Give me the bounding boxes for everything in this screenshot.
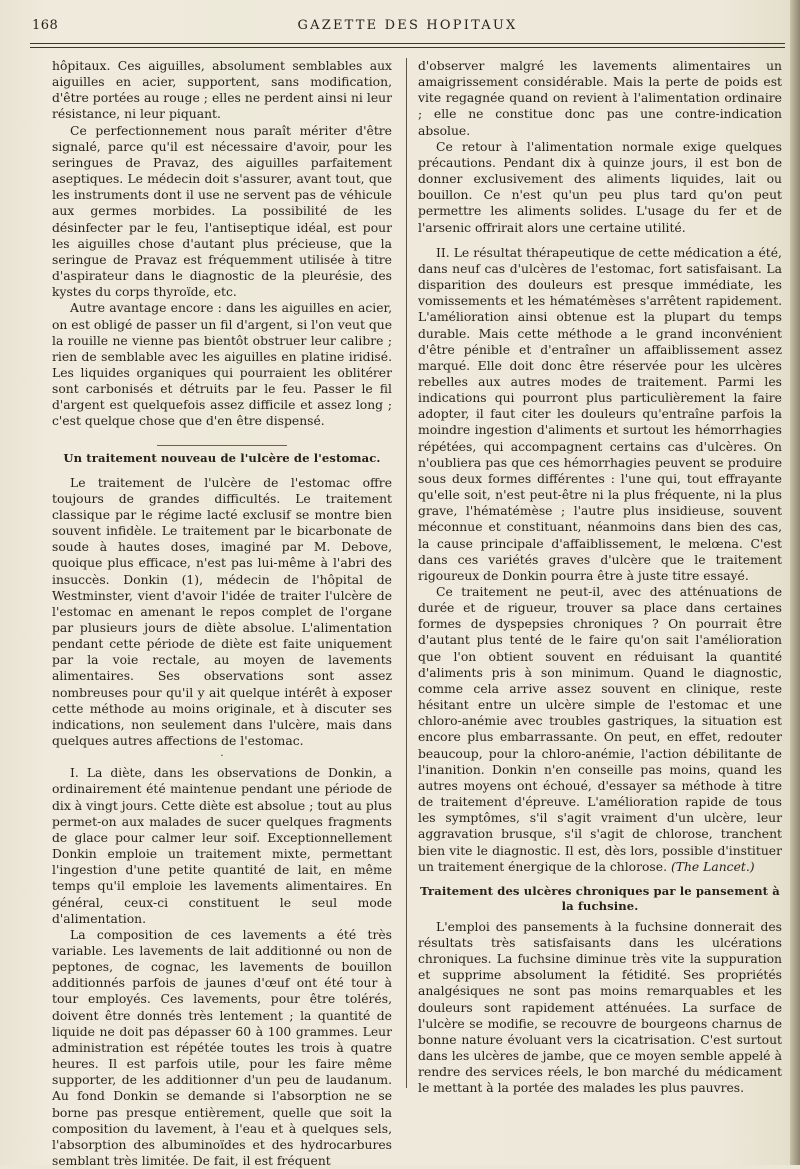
spacer bbox=[52, 466, 392, 475]
left-column bbox=[52, 58, 392, 1169]
spacer bbox=[418, 875, 782, 884]
paragraph: Ce retour à l'alimentation normale exige quelques précautions. Pendant dix à quinze jours, il est bon de donner exclusivement des aliments liquides, lait ou bouillon. Ce n'est qu'un peu plus tard qu'on peut permettre les aliments solides. L'usage du fer et de l'arsenic offrirait alors une certaine utilité. bbox=[418, 139, 782, 235]
column-divider bbox=[406, 58, 407, 1088]
header-rule-thin bbox=[30, 47, 785, 48]
right-column bbox=[418, 58, 782, 1097]
paragraph: L'emploi des pansements à la fuchsine donnerait des résultats très satisfaisants dans les ulcérations chroniques. La fuchsine diminue très vite la suppuration et supprime absolument la fétidité. Ses propriétés analgésiques ne sont pas moins remarquables et les douleurs sont rapidement atténuées. La surface de l'ulcère se modifie, se recouvre de bourgeons charnus de bonne nature évoluant vers la cicatrisation. C'est surtout dans les ulcères de jambe, que ce moyen semble appelé à rendre des services réels, le bon marché du médicament le mettant à la portée des malades les plus pauvres. bbox=[418, 919, 782, 1096]
paragraph: La composition de ces lavements a été très variable. Les lavements de lait additionné ou non de peptones, de cognac, les lavements de bouillon additionnés parfois de jaunes d'œuf ont été tour à tour employés. Ces lavements, pour être tolérés, doivent être donnés très lentement ; la quantité de liquide ne doit pas dépasser 60 à 100 grammes. Leur administration est répétée toutes les trois à quatre heures. Il est parfois utile, pour les faire même supporter, de les additionner d'un peu de laudanum. Au fond Donkin se demande si l'absorption ne se borne pas presque entièrement, quelle que soit la composition du lavement, à l'eau et à quelques sels, l'absorption des albuminoïdes et des hydrocarbures semblant très limitée. De fait, il est fréquent bbox=[52, 927, 392, 1168]
section-heading-ulcere-estomac: Un traitement nouveau de l'ulcère de l'estomac. bbox=[63, 450, 381, 465]
ornament-dot: · bbox=[220, 751, 224, 763]
header-rule-thick bbox=[30, 43, 785, 44]
page-binding-edge bbox=[790, 0, 800, 1165]
spacer bbox=[418, 236, 782, 245]
running-title: GAZETTE DES HOPITAUX bbox=[297, 18, 518, 33]
paragraph: I. La diète, dans les observations de Donkin, a ordinairement été maintenue pendant une période de dix à vingt jours. Cette diète est absolue ; tout au plus permet-on aux malades de sucer quelques fragments de glace pour calmer leur soif. Exceptionnellement Donkin emploie un traitement mixte, permettant l'ingestion d'une petite quantité de lait, en même temps qu'il emploie les lavements alimentaires. En général, ceux-ci constituent le seul mode d'alimentation. bbox=[52, 766, 392, 926]
page-number: 168 bbox=[32, 18, 59, 33]
paragraph: hôpitaux. Ces aiguilles, absolument semblables aux aiguilles en acier, supportent, sans modification, d'être portées au rouge ; elles ne perdent ainsi ni leur résistance, ni leur piquant. bbox=[52, 59, 392, 122]
paragraph: Ce perfectionnement nous paraît mériter d'être signalé, parce qu'il est nécessaire d'avoir, pour les seringues de Pravaz, des aiguilles parfaitement aseptiques. Le médecin doit s'assurer, avant tout, que les instruments dont il use ne servent pas de véhicule aux germes morbides. La possibilité de les désinfecter par le feu, l'antiseptique idéal, est pour les aiguilles chose d'autant plus précieuse, que la seringue de Pravaz est fréquemment utilisée à titre d'aspirateur dans le diagnostic de la pleurésie, des kystes du corps thyroïde, etc. bbox=[52, 123, 392, 300]
spacer bbox=[52, 430, 392, 439]
source-citation: (The Lancet.) bbox=[670, 859, 755, 874]
running-header bbox=[30, 16, 785, 40]
paragraph: Autre avantage encore : dans les aiguilles en acier, on est obligé de passer un fil d'argent, si l'on veut que la rouille ne vienne pas bientôt obstruer leur calibre ; rien de semblable avec les aiguilles en platine iridisé. Les liquides organiques qui pourraient les oblitérer sont carbonisés et détruits par le feu. Passer le fil d'argent est quelquefois assez difficile et assez long ; c'est quelque chose que d'en être dispensé. bbox=[52, 301, 392, 429]
paragraph: II. Le résultat thérapeutique de cette médication a été, dans neuf cas d'ulcères de l'estomac, fort satisfaisant. La disparition des douleurs est presque immédiate, les vomissements et les hématémèses s'arrêtent rapidement. L'amélioration ainsi obtenue est la plupart du temps durable. Mais cette méthode a le grand inconvénient d'être pénible et d'entraîner un affaiblissement assez marqué. Elle doit donc être réservée pour les ulcères rebelles aux autres modes de traitement. Parmi les indications qui pourront plus particulièrement la faire adopter, il faut citer les douleurs qu'entraîne parfois la moindre ingestion d'aliments et surtout les hémorrhagies répétées, qui accompagnent certains cas d'ulcères. On n'oubliera pas que ces hémorrhagies peuvent se produire sous deux formes différentes : l'une qui, tout effrayante qu'elle soit, n'est peut-être ni la plus fréquente, ni la plus grave, l'hématémèse ; l'autre plus insidieuse, souvent méconnue et constituant, néanmoins dans bien des cas, la cause principale d'affaiblissement, le melœna. C'est dans ces variétés graves d'ulcère que le traitement rigoureux de Donkin pourra être à juste titre essayé. bbox=[418, 245, 782, 583]
paragraph bbox=[418, 584, 782, 875]
paragraph: d'observer malgré les lavements alimentaires un amaigrissement considérable. Mais la perte de poids est vite regagnée quand on revient à l'alimentation ordinaire ; elle ne constitue donc pas une contre-indication absolue. bbox=[418, 59, 782, 138]
paragraph-text: Ce traitement ne peut-il, avec des atténuations de durée et de rigueur, trouver sa place dans certaines formes de dyspepsies chroniques ? On pourrait être d'autant plus tenté de le faire qu'on sait l'amélioration que l'on obtient souvent en réduisant la quantité d'aliments pris à son minimum. Quand le diagnostic, comme cela arrive assez souvent en clinique, reste hésitant entre un ulcère simple de l'estomac et une chloro-anémie avec troubles gastriques, la situation est encore plus embarrassante. On peut, en effet, redouter beaucoup, pour la chloro-anémie, l'action débilitante de l'inanition. Donkin n'en conseille pas moins, quand les autres moyens ont échoué, d'essayer sa méthode à titre de traitement d'épreuve. L'amélioration rapide de tous les symptômes, s'il s'agit vraiment d'un ulcère, leur aggravation brusque, s'il s'agit de chlorose, tranchent bien vite le diagnostic. Il est, dès lors, possible d'instituer un traitement énergique de la chlorose. bbox=[418, 585, 782, 874]
paragraph: Le traitement de l'ulcère de l'estomac offre toujours de grandes difficultés. Le traitement classique par le régime lacté exclusif se montre bien souvent infidèle. Le traitement par le bicarbonate de soude à hautes doses, imaginé par M. Debove, quoique plus efficace, n'est pas lui-même à l'abri des insuccès. Donkin (1), médecin de l'hôpital de Westminster, vient d'avoir l'idée de traiter l'ulcère de l'estomac en amenant le repos complet de l'organe par plusieurs jours de diète absolue. L'alimentation pendant cette période de diète est faite uniquement par la voie rectale, au moyen de lavements alimentaires. Ses observations sont assez nombreuses pour qu'il y ait quelque intérêt à exposer cette méthode au moins originale, et à discuter ses indications, non seulement dans l'ulcère, mais dans quelques autres affections de l'estomac. bbox=[52, 475, 392, 749]
section-heading-fuchsine: Traitement des ulcères chroniques par le pansement à la fuchsine. bbox=[420, 883, 780, 913]
